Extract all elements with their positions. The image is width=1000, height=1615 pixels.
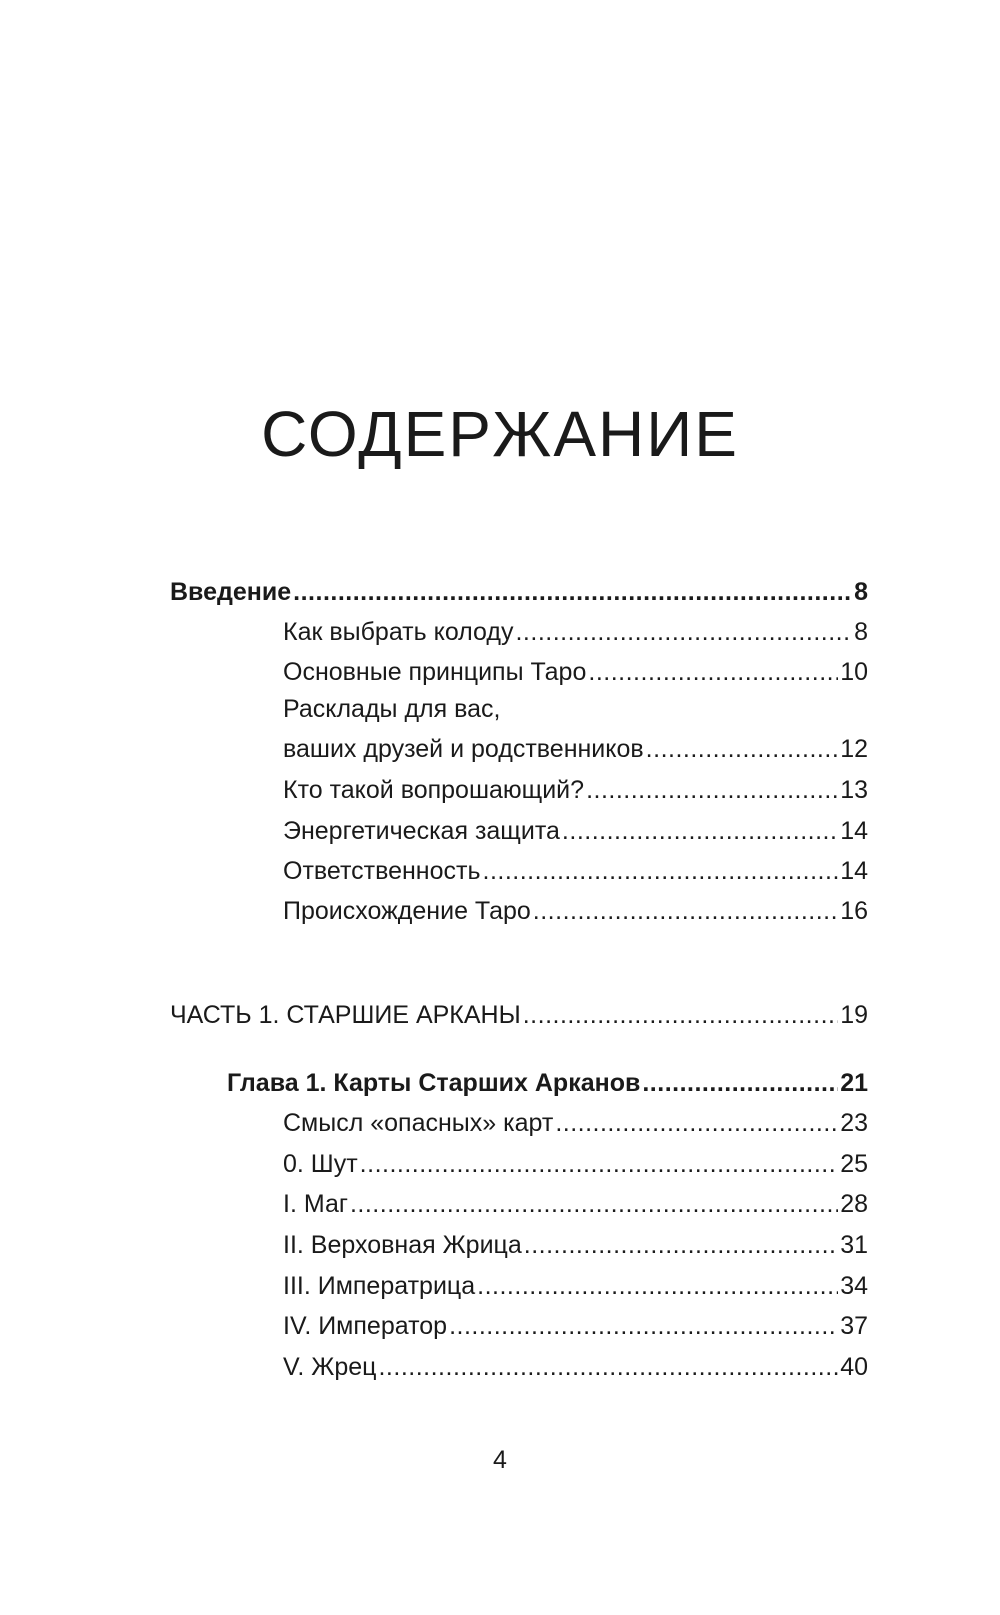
- toc-leader-dots: [562, 816, 838, 846]
- toc-entry-page: 19: [840, 1001, 868, 1029]
- toc-entry-page: 13: [840, 776, 868, 804]
- toc-entry: [283, 617, 868, 647]
- toc-leader-dots: [477, 1271, 838, 1301]
- toc-entry-page: 14: [840, 857, 868, 885]
- toc-entry-label: I. Маг: [283, 1190, 348, 1218]
- toc-leader-dots: [378, 1352, 838, 1382]
- toc-entry-page: 16: [840, 897, 868, 925]
- toc-entry-label: Введение: [170, 578, 292, 606]
- toc-entry-chapter: [227, 1068, 868, 1098]
- toc-entry-label: Смысл «опасных» карт: [283, 1109, 554, 1137]
- toc-leader-dots: [586, 775, 838, 805]
- toc-entry: [283, 1149, 868, 1179]
- toc-entry-page: 28: [840, 1190, 868, 1218]
- toc-entry-page: 34: [840, 1272, 868, 1300]
- toc-entry-label: Кто такой вопрошающий?: [283, 776, 585, 804]
- toc-entry-page: 8: [854, 578, 868, 606]
- toc-entry-label: Ответственность: [283, 857, 481, 885]
- toc-entry: [283, 1108, 868, 1138]
- toc-entry-page: 31: [840, 1231, 868, 1259]
- toc-leader-dots: [588, 657, 838, 687]
- page-title: СОДЕРЖАНИЕ: [261, 398, 739, 470]
- toc-leader-dots: [350, 1189, 838, 1219]
- toc-leader-dots: [555, 1108, 838, 1138]
- toc-entry: [283, 856, 868, 886]
- toc-entry-page: 21: [840, 1069, 868, 1097]
- toc-entry-label: Основные принципы Таро: [283, 658, 587, 686]
- toc-entry: [283, 1271, 868, 1301]
- toc-entry: [283, 1230, 868, 1260]
- toc-entry-page: 37: [840, 1312, 868, 1340]
- toc-entry-label: Глава 1. Карты Старших Арканов: [227, 1069, 641, 1097]
- toc-leader-dots: [642, 1068, 838, 1098]
- toc-leader-dots: [360, 1149, 839, 1179]
- toc-entry-part: [170, 1000, 868, 1030]
- toc-entry-label: Энергетическая защита: [283, 817, 560, 845]
- toc-leader-dots: [293, 577, 852, 607]
- toc-entry-page: 8: [854, 618, 868, 646]
- toc-entry-label: ваших друзей и родственников: [283, 735, 644, 763]
- toc-entry: [283, 1311, 868, 1341]
- toc-entry-label: II. Верховная Жрица: [283, 1231, 522, 1259]
- toc-entry: [283, 816, 868, 846]
- toc-entry-label: 0. Шут: [283, 1150, 358, 1178]
- toc-entry: [283, 775, 868, 805]
- toc-entry: [283, 1189, 868, 1219]
- toc-leader-dots: [524, 1230, 838, 1260]
- toc-entry-label: Происхождение Таро: [283, 897, 531, 925]
- toc-leader-dots: [533, 896, 838, 926]
- toc-entry-page: 25: [840, 1150, 868, 1178]
- toc-entry: [283, 657, 868, 687]
- toc-entry-label: III. Императрица: [283, 1272, 476, 1300]
- toc-entry-introduction: [170, 577, 868, 607]
- toc-entry-label: IV. Император: [283, 1312, 448, 1340]
- toc-entry-label: ЧАСТЬ 1. СТАРШИЕ АРКАНЫ: [170, 1001, 521, 1029]
- toc-entry: [283, 1352, 868, 1382]
- toc-entry-label-line1: Расклады для вас,: [283, 695, 501, 723]
- toc-leader-dots: [515, 617, 852, 647]
- toc-leader-dots: [523, 1000, 838, 1030]
- toc-entry: [283, 896, 868, 926]
- toc-entry-page: 40: [840, 1353, 868, 1381]
- toc-entry-label: Как выбрать колоду: [283, 618, 514, 646]
- toc-leader-dots: [483, 856, 839, 886]
- toc-entry-page: 12: [840, 735, 868, 763]
- toc-entry-label: V. Жрец: [283, 1353, 377, 1381]
- toc-entry-page: 23: [840, 1109, 868, 1137]
- toc-entry: [283, 734, 868, 764]
- page-number: 4: [493, 1446, 507, 1474]
- toc-entry-page: 14: [840, 817, 868, 845]
- toc-leader-dots: [449, 1311, 838, 1341]
- toc-leader-dots: [646, 734, 839, 764]
- toc-entry-page: 10: [840, 658, 868, 686]
